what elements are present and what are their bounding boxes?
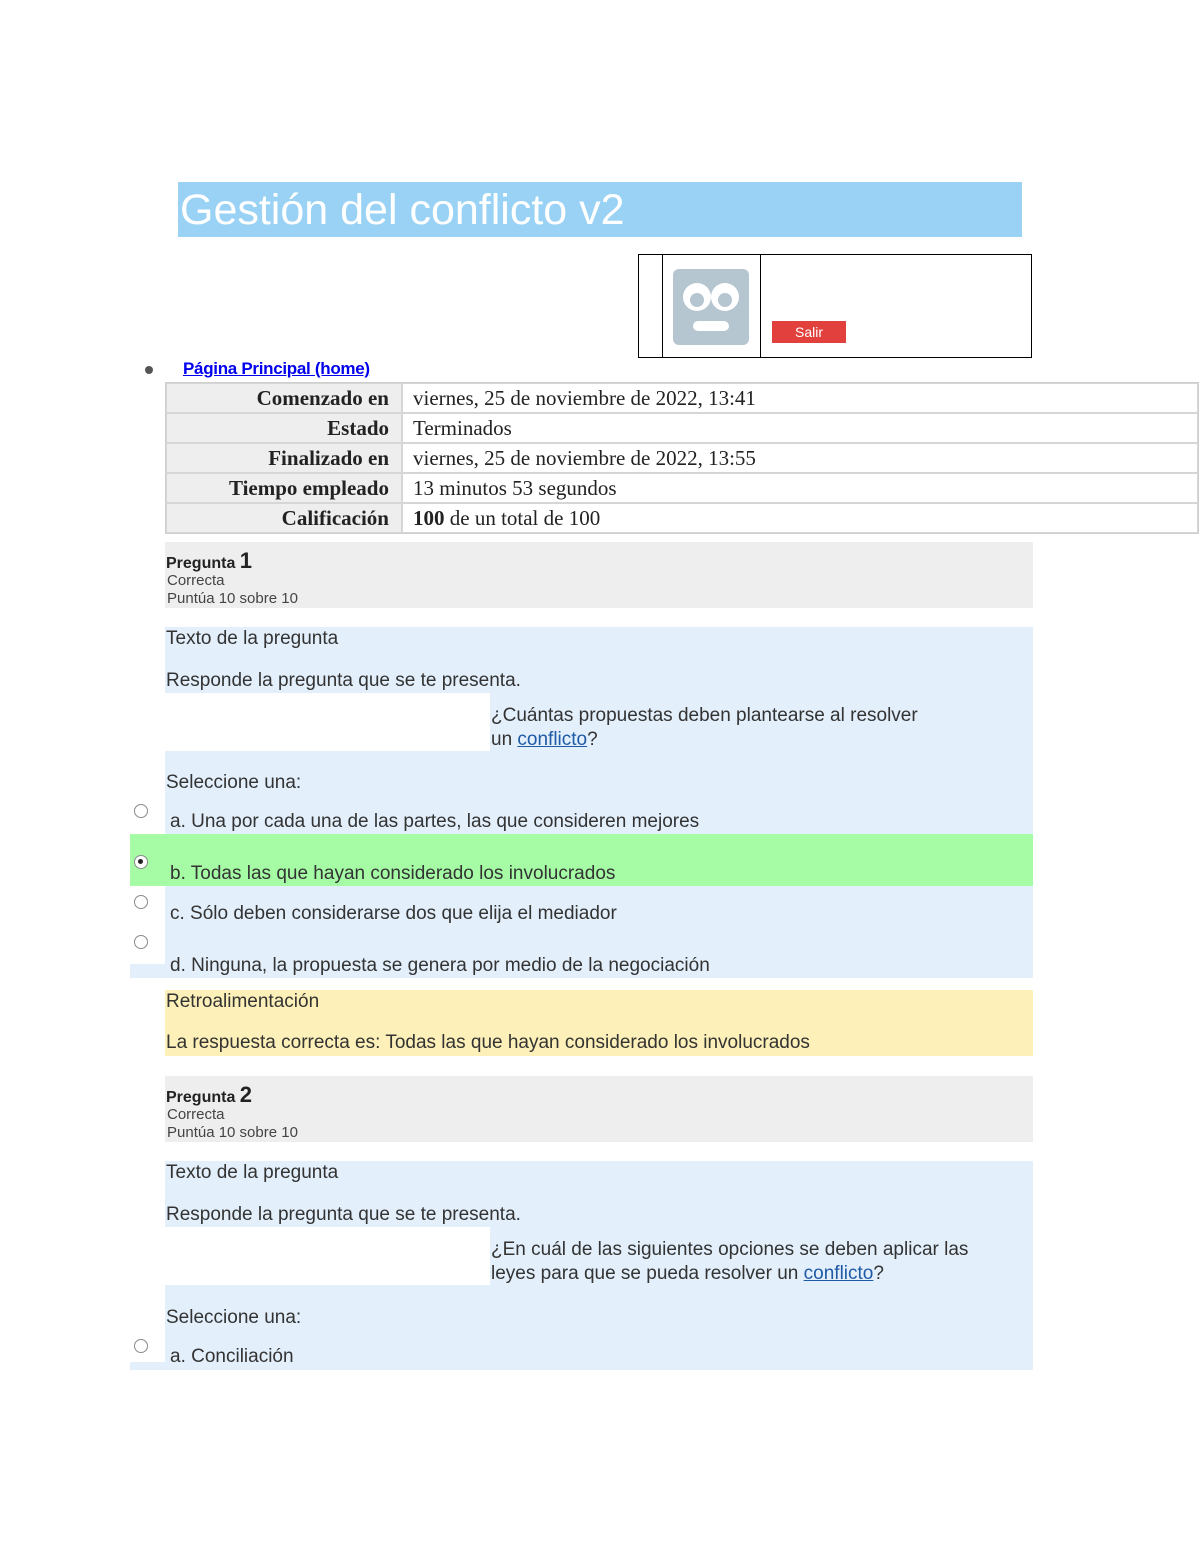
question-state: Correcta [167,1106,225,1123]
feedback-box [165,990,1033,1056]
spacer [130,964,165,978]
question-section-title: Texto de la pregunta [166,1162,339,1183]
summary-label: Comenzado en [166,383,402,413]
feedback-title: Retroalimentación [166,991,320,1012]
question-content [165,627,1033,834]
question-header [165,1076,1033,1142]
glossary-link[interactable]: conflicto [517,729,588,750]
select-prompt: Seleccione una: [166,1307,302,1328]
summary-label: Estado [166,413,402,443]
table-row [166,413,1198,443]
option-label[interactable]: b. Todas las que hayan considerado los involucrados [170,863,616,884]
question-text-line2: un conflicto? [491,729,598,750]
nav-home-link[interactable]: Página Principal (home) [183,359,370,378]
option-correct-row [130,834,1033,886]
question-grade: Puntúa 10 sobre 10 [167,1124,298,1141]
page-title: Gestión del conflicto v2 [180,186,625,234]
logout-button[interactable]: Salir [772,321,846,343]
table-row [166,503,1198,533]
page-title-bar [178,182,1022,237]
select-prompt: Seleccione una: [166,772,302,793]
option-label[interactable]: a. Conciliación [170,1346,294,1367]
question-number: 2 [239,1082,253,1107]
question-text-line1: ¿En cuál de las siguientes opciones se deben aplicar las [491,1239,969,1260]
divider [760,255,761,357]
user-menu [638,254,1032,358]
spacer [130,1362,165,1370]
question-label: Pregunta [166,1089,236,1106]
list-bullet [145,366,153,374]
glossary-link[interactable]: conflicto [803,1263,874,1284]
question-header [165,542,1033,608]
summary-label: Calificación [166,503,402,533]
feedback-text: La respuesta correcta es: Todas las que hayan considerado los involucrados [166,1032,810,1053]
summary-value: viernes, 25 de noviembre de 2022, 13:41 [402,383,1198,413]
table-row [166,443,1198,473]
user-avatar-icon [673,269,749,345]
option-label[interactable]: c. Sólo deben considerarse dos que elija el mediador [170,903,617,924]
grade-total: de un total de 100 [444,505,601,530]
question-label: Pregunta [166,555,236,572]
option-radio[interactable] [134,1339,148,1353]
question-text-line1: ¿Cuántas propuestas deben plantearse al resolver [491,705,918,726]
question-grade: Puntúa 10 sobre 10 [167,590,298,607]
spacer [165,1227,490,1285]
attempt-summary-table [165,382,1199,534]
question-state: Correcta [167,572,225,589]
summary-value: 13 minutos 53 segundos [402,473,1198,503]
option-label[interactable]: a. Una por cada una de las partes, las que consideren mejores [170,811,700,832]
option-label[interactable]: d. Ninguna, la propuesta se genera por medio de la negociación [170,955,710,976]
summary-label: Tiempo empleado [166,473,402,503]
summary-value: viernes, 25 de noviembre de 2022, 13:55 [402,443,1198,473]
table-row [166,383,1198,413]
summary-value [402,503,1198,533]
grade-score: 100 [413,505,445,530]
divider [662,255,663,357]
option-radio-selected[interactable] [134,855,148,869]
question-instruction: Responde la pregunta que se te presenta. [166,670,521,691]
question-instruction: Responde la pregunta que se te presenta. [166,1204,521,1225]
avatar[interactable] [673,269,749,345]
summary-value: Terminados [402,413,1198,443]
question-text-line2: leyes para que se pueda resolver un conflicto? [491,1263,884,1284]
summary-label: Finalizado en [166,443,402,473]
option-radio[interactable] [134,935,148,949]
table-row [166,473,1198,503]
option-radio[interactable] [134,804,148,818]
question-number: 1 [239,548,253,573]
option-radio[interactable] [134,895,148,909]
spacer [165,693,490,751]
question-options-rest [165,886,1033,978]
question-section-title: Texto de la pregunta [166,628,339,649]
question-content [165,1161,1033,1370]
